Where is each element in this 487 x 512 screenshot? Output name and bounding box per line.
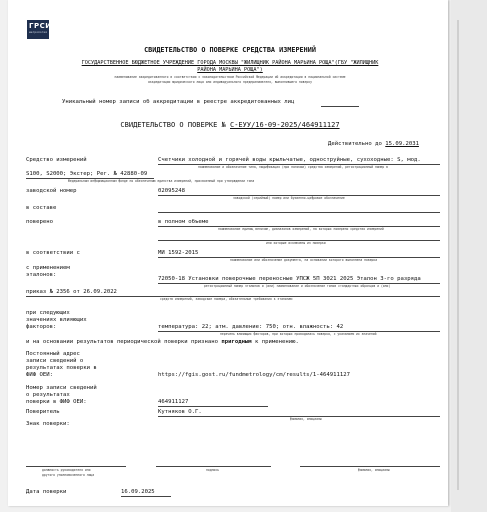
standards-value: 72050-18 Установки поверочные переносные УПСЖ 5П 3021 2025 Эталон 3-го разряда <box>158 276 421 282</box>
verifier-value: Кутняков О.Г. <box>158 409 202 415</box>
result-suffix: к применению. <box>255 339 299 345</box>
logo-text: ГРСИ <box>29 22 52 30</box>
position-caption-line2: другого уполномоченного лица <box>42 473 95 477</box>
record-label-line1: Номер записи сведений <box>26 385 97 391</box>
order-caption: средств измерений, заводские номера, обязательные требования к эталонам <box>160 297 293 301</box>
results-url[interactable]: https://fgis.gost.ru/fundmetrology/cm/results/1-464911127 <box>158 372 350 378</box>
date-underline <box>121 496 171 497</box>
verified-label: поверено <box>26 219 53 225</box>
verified-caption: наименование единиц величин, диапазонов измерений, на которых поверено средство измерений <box>218 227 384 231</box>
result-prefix: и на основании результатов <box>26 339 114 345</box>
standards-caption: регистрационный номер эталонов и (или) наименование и обозначение типов стандартных образцов и (или) <box>204 284 391 288</box>
record-label-line2: о результатах <box>26 392 70 398</box>
document-title: СВИДЕТЕЛЬСТВО О ПОВЕРКЕ СРЕДСТВА ИЗМЕРЕНИЙ <box>144 46 316 54</box>
instrument-value-line2: S100, S2000; Экстер; Рег. № 42880-09 <box>26 171 148 177</box>
result-verdict: пригодным <box>221 339 252 345</box>
name-line <box>300 466 440 467</box>
result-mid: периодической поверки признано <box>116 339 218 345</box>
verifier-label: Поверитель <box>26 409 60 415</box>
composition-label: в составе <box>26 205 57 211</box>
viewer-scroll-track[interactable] <box>457 20 459 490</box>
verified-value: в полном объеме <box>158 219 209 225</box>
factors-caption: перечень влияющих факторов, при которых проводилась поверка, с указанием их значений <box>220 332 377 336</box>
order-value: приказ № 2356 от 26.09.2022 <box>26 289 117 295</box>
grsi-logo <box>27 20 52 39</box>
certificate-number-label: СВИДЕТЕЛЬСТВО О ПОВЕРКЕ № <box>120 121 226 129</box>
valid-until-row <box>328 142 419 148</box>
instrument-label: Средство измерений <box>26 157 87 163</box>
standards-label-line2: эталонов: <box>26 272 57 278</box>
position-caption-line1: должность руководителя или <box>42 468 91 472</box>
according-caption: наименование или обозначение документа, на основании которого выполнена поверка <box>230 258 378 262</box>
registry-label: Уникальный номер записи об аккредитации в реестре аккредитованных лиц <box>62 99 295 105</box>
address-label-line1: Постоянный адрес <box>26 351 80 357</box>
org-name-line1: ГОСУДАРСТВЕННОЕ БЮДЖЕТНОЕ УЧРЕЖДЕНИЕ ГОРОДА МОСКВЫ "ЖИЛИЩНИК РАЙОНА МАРЬИНА РОЩА"(ГБУ "ЖИЛИЩНИК <box>81 60 379 66</box>
instrument-caption2: Федеральном информационном фонде по обеспечению единства измерений, присвоенный при утверждении типа <box>68 179 255 183</box>
registry-number-line <box>321 106 359 107</box>
verification-date: 16.09.2025 <box>121 489 155 495</box>
signature-caption: подпись <box>206 468 220 472</box>
record-underline <box>158 406 268 407</box>
address-label-line2: записи сведений о <box>26 358 84 364</box>
factors-label-line3: факторов: <box>26 324 57 330</box>
valid-until-label: Действительно до <box>328 141 382 147</box>
certificate-number: С-ЕУУ/16-09-2025/464911127 <box>230 121 340 129</box>
signature-line <box>156 466 271 467</box>
factors-value: температура: 22; атм. давление: 750; отн. влажность: 42 <box>158 324 344 330</box>
excluded-caption: или которые исключены из поверки <box>266 241 326 245</box>
position-line <box>26 466 126 467</box>
factors-label-line1: при следующих <box>26 310 70 316</box>
according-value: МИ 1592-2015 <box>158 250 199 256</box>
factors-label-line2: значениях влияющих <box>26 317 87 323</box>
serial-label: заводской номер <box>26 188 77 194</box>
address-label-line4: ФИФ ОЕИ: <box>26 372 53 378</box>
instrument-value-line1: Счетчики холодной и горячей воды крыльчатые, одноструйные, сухоходные: S, мод. <box>158 157 421 163</box>
valid-until-date: 15.09.2031 <box>385 141 419 147</box>
instrument-caption: наименование и обозначение типа, модификация (при наличии) средства измерений, регистрационный номер в <box>198 165 388 169</box>
address-label-line3: результатах поверки в <box>26 365 97 371</box>
org-name-line2: РАЙОНА МАРЬИНА РОЩА") <box>197 67 263 73</box>
verification-date-label: Дата поверки <box>26 489 67 495</box>
standards-label-line1: с применением <box>26 265 70 271</box>
certificate-page <box>8 0 448 506</box>
according-label: в соответствии с <box>26 250 80 256</box>
serial-value: 02095248 <box>158 188 185 194</box>
verification-mark-label: Знак поверки: <box>26 421 70 427</box>
record-value: 464911127 <box>158 399 189 405</box>
composition-underline <box>158 212 440 213</box>
verifier-caption: фамилия, инициалы <box>290 417 322 421</box>
serial-caption: заводской (серийный) номер или буквенно-цифровое обозначение <box>233 196 345 200</box>
result-row <box>26 340 299 346</box>
record-label-line3: поверки в ФИФ ОЕИ: <box>26 399 87 405</box>
org-caption-line2: аккредитации юридического лица или индивидуального предпринимателя, выполнившего поверку <box>148 80 312 84</box>
name-caption: фамилия, инициалы <box>358 468 390 472</box>
org-caption-line1: наименование аккредитованного в соответствии с законодательством Российской Федерации об аккредитации в национальной системе <box>114 75 346 79</box>
logo-subtext: метрология <box>29 30 48 34</box>
certificate-number-row <box>120 122 339 129</box>
viewer-side-panel <box>451 0 487 512</box>
